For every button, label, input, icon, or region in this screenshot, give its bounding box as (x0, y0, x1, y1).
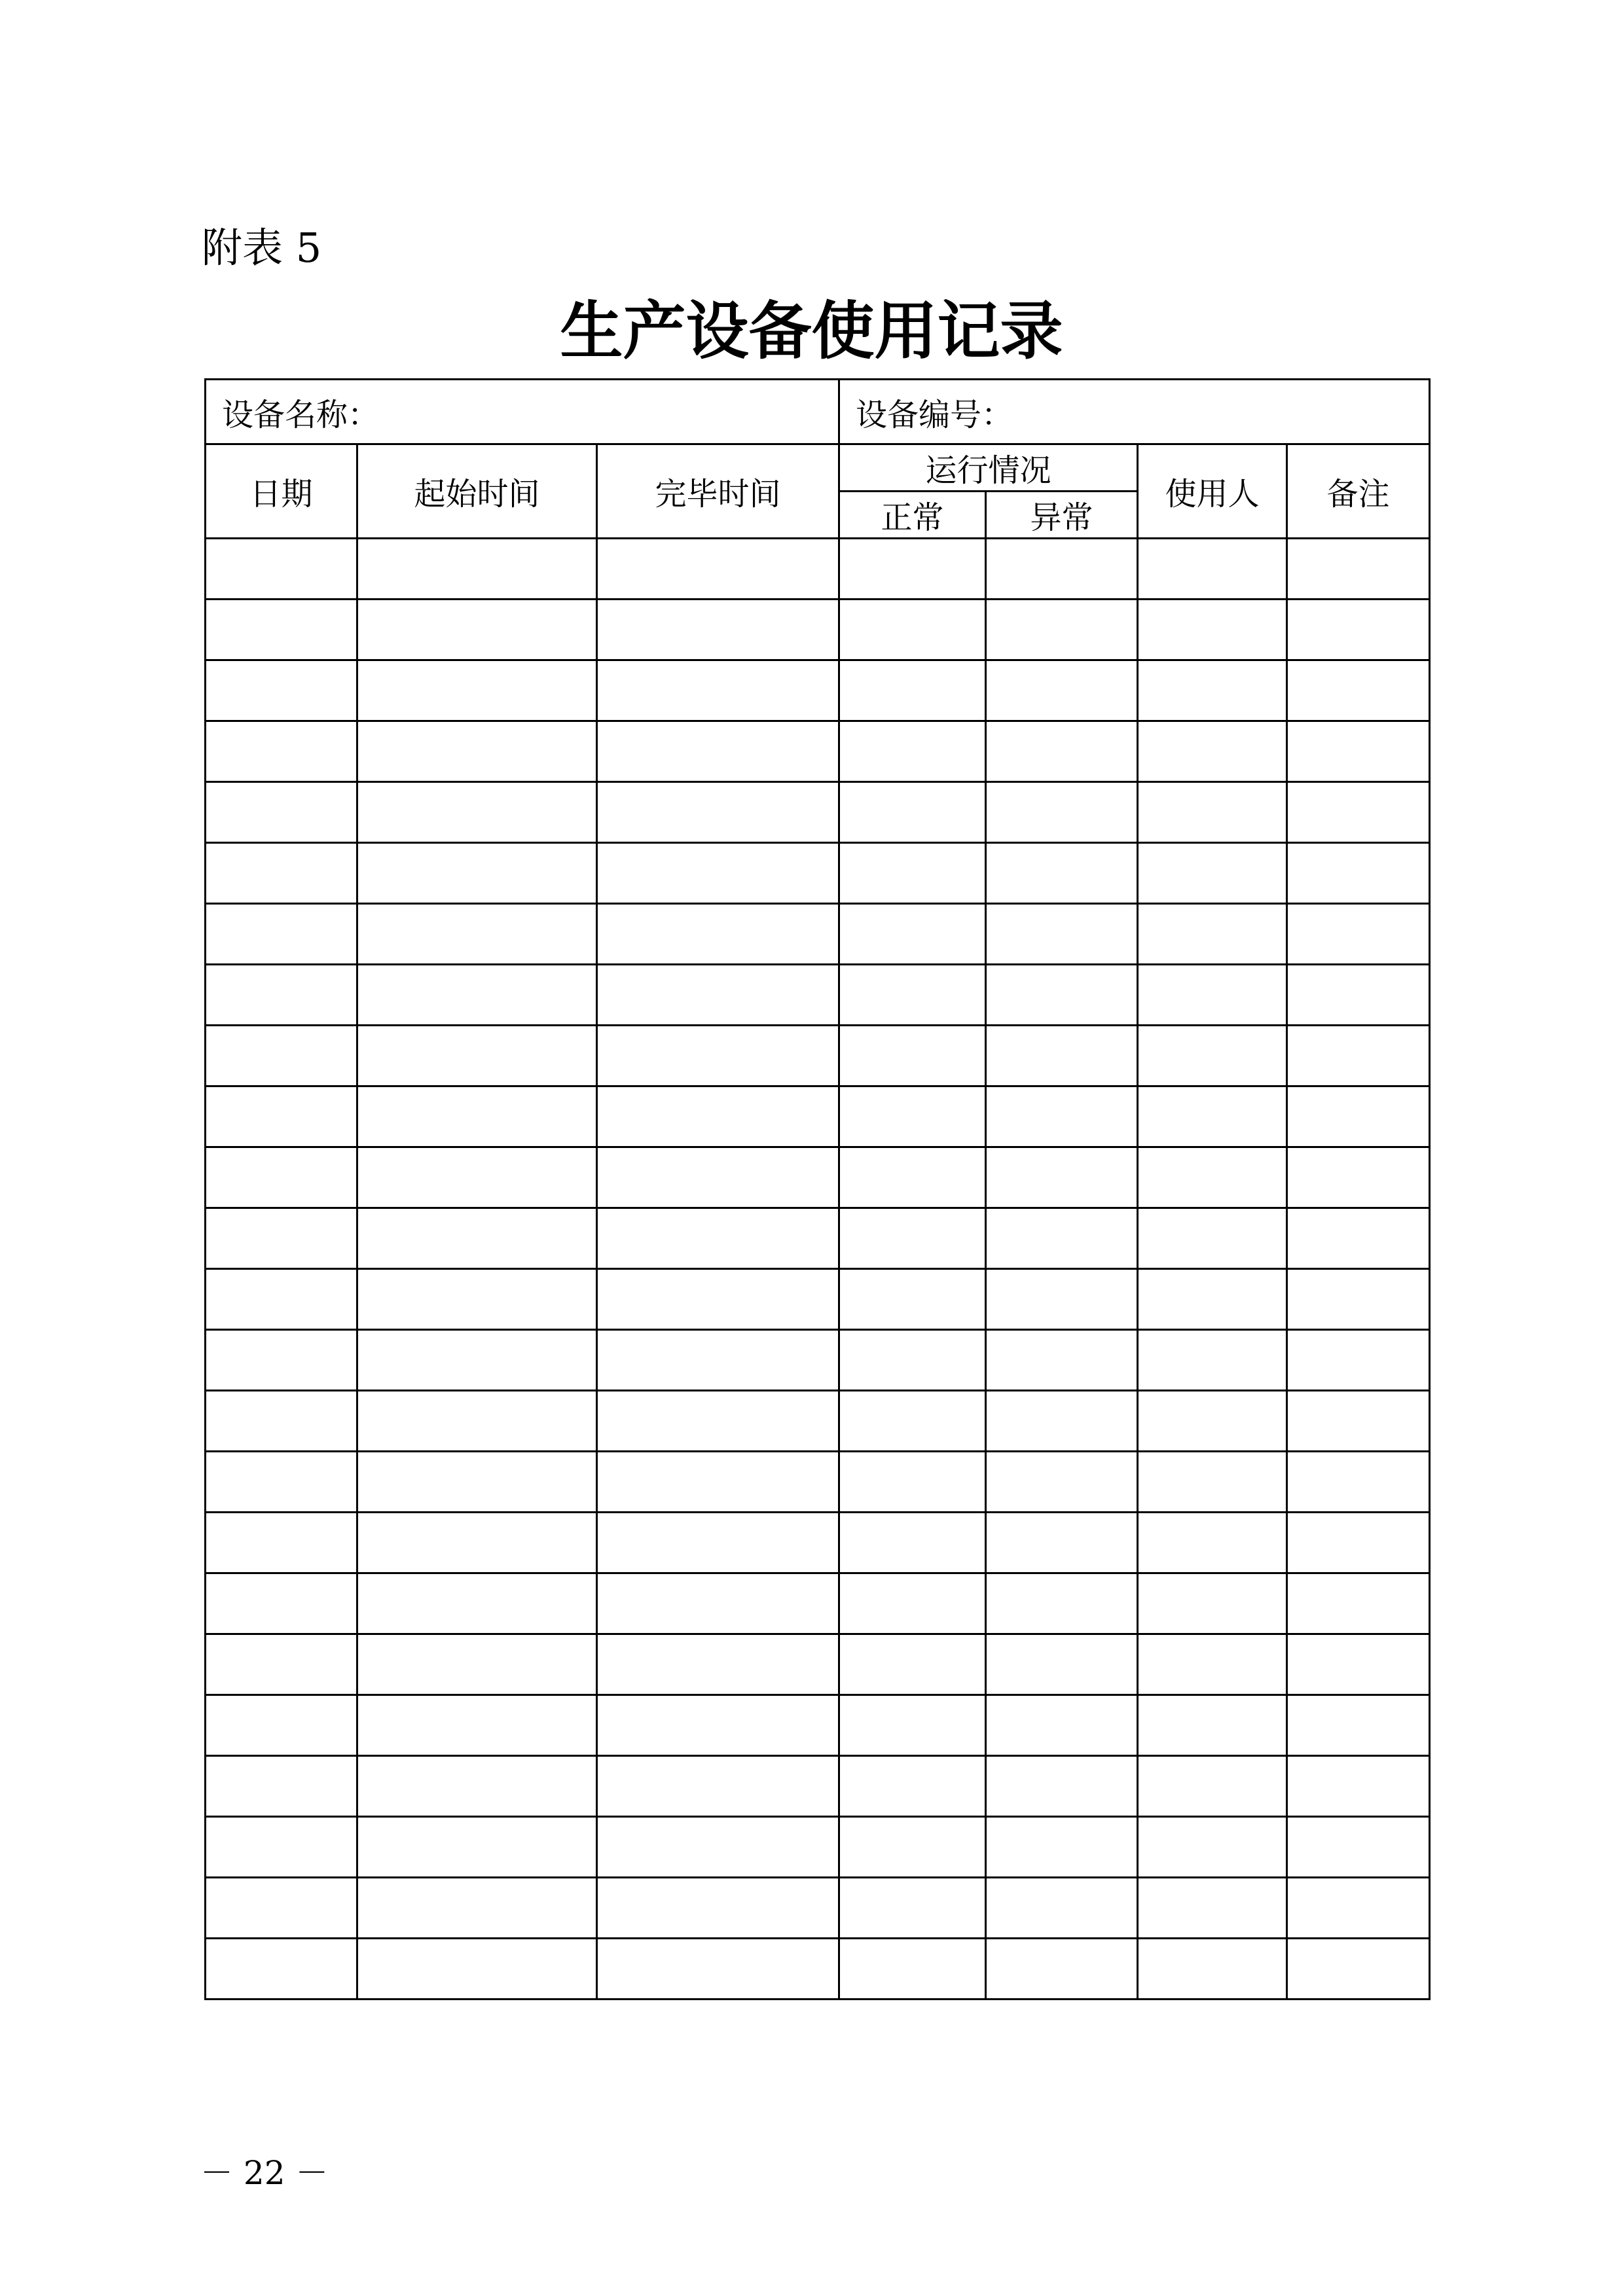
table-row (206, 1695, 1430, 1756)
table-row (206, 1939, 1430, 2000)
abnormal-cell[interactable] (986, 1026, 1138, 1086)
start-time-cell[interactable] (357, 1269, 597, 1330)
header-start-time: 起始时间 (357, 444, 597, 539)
normal-cell[interactable] (839, 1756, 986, 1817)
header-date: 日期 (206, 444, 357, 539)
page-number: － 22 － (200, 2154, 329, 2192)
remarks-cell[interactable] (1287, 1086, 1430, 1147)
abnormal-cell[interactable] (986, 1939, 1138, 2000)
table-row (206, 1269, 1430, 1330)
remarks-cell[interactable] (1287, 1147, 1430, 1208)
date-cell[interactable] (206, 1269, 357, 1330)
table-row (206, 1513, 1430, 1573)
equipment-info-row (206, 380, 1430, 444)
date-cell[interactable] (206, 1086, 357, 1147)
start-time-cell[interactable] (357, 1573, 597, 1634)
abnormal-cell[interactable] (986, 1208, 1138, 1269)
start-time-cell[interactable] (357, 1634, 597, 1695)
end-time-cell[interactable] (597, 600, 839, 660)
abnormal-cell[interactable] (986, 600, 1138, 660)
date-cell[interactable] (206, 965, 357, 1026)
user-cell[interactable] (1138, 965, 1287, 1026)
abnormal-cell[interactable] (986, 1695, 1138, 1756)
date-cell[interactable] (206, 539, 357, 600)
start-time-cell[interactable] (357, 539, 597, 600)
usage-record-table (204, 378, 1431, 2000)
normal-cell[interactable] (839, 843, 986, 904)
end-time-cell[interactable] (597, 1208, 839, 1269)
table-row (206, 1086, 1430, 1147)
normal-cell[interactable] (839, 1026, 986, 1086)
table-row (206, 1147, 1430, 1208)
abnormal-cell[interactable] (986, 1452, 1138, 1513)
remarks-cell[interactable] (1287, 539, 1430, 600)
remarks-cell[interactable] (1287, 1756, 1430, 1817)
normal-cell[interactable] (839, 1452, 986, 1513)
start-time-cell[interactable] (357, 1939, 597, 2000)
date-cell[interactable] (206, 843, 357, 904)
user-cell[interactable] (1138, 539, 1287, 600)
header-user: 使用人 (1138, 444, 1287, 539)
end-time-cell[interactable] (597, 1573, 839, 1634)
remarks-cell[interactable] (1287, 904, 1430, 965)
start-time-cell[interactable] (357, 1817, 597, 1878)
end-time-cell[interactable] (597, 1634, 839, 1695)
end-time-cell[interactable] (597, 1026, 839, 1086)
end-time-cell[interactable] (597, 1330, 839, 1391)
abnormal-cell[interactable] (986, 660, 1138, 721)
end-time-cell[interactable] (597, 660, 839, 721)
normal-cell[interactable] (839, 904, 986, 965)
start-time-cell[interactable] (357, 660, 597, 721)
remarks-cell[interactable] (1287, 660, 1430, 721)
appendix-label: 附表 5 (202, 224, 322, 272)
end-time-cell[interactable] (597, 1939, 839, 2000)
table-row (206, 1391, 1430, 1452)
user-cell[interactable] (1138, 904, 1287, 965)
normal-cell[interactable] (839, 1086, 986, 1147)
remarks-cell[interactable] (1287, 1939, 1430, 2000)
start-time-cell[interactable] (357, 965, 597, 1026)
user-cell[interactable] (1138, 1513, 1287, 1573)
header-end-time: 完毕时间 (597, 444, 839, 539)
start-time-cell[interactable] (357, 1513, 597, 1573)
date-cell[interactable] (206, 1817, 357, 1878)
abnormal-cell[interactable] (986, 1269, 1138, 1330)
remarks-cell[interactable] (1287, 1330, 1430, 1391)
user-cell[interactable] (1138, 660, 1287, 721)
user-cell[interactable] (1138, 1573, 1287, 1634)
remarks-cell[interactable] (1287, 1878, 1430, 1939)
table-row (206, 1452, 1430, 1513)
date-cell[interactable] (206, 1513, 357, 1573)
end-time-cell[interactable] (597, 904, 839, 965)
header-abnormal: 异常 (986, 492, 1138, 539)
remarks-cell[interactable] (1287, 1391, 1430, 1452)
date-cell[interactable] (206, 660, 357, 721)
abnormal-cell[interactable] (986, 1086, 1138, 1147)
user-cell[interactable] (1138, 843, 1287, 904)
end-time-cell[interactable] (597, 539, 839, 600)
remarks-cell[interactable] (1287, 1026, 1430, 1086)
normal-cell[interactable] (839, 1330, 986, 1391)
end-time-cell[interactable] (597, 721, 839, 782)
user-cell[interactable] (1138, 721, 1287, 782)
start-time-cell[interactable] (357, 600, 597, 660)
table-row (206, 1817, 1430, 1878)
table-row (206, 1878, 1430, 1939)
table-row (206, 843, 1430, 904)
equipment-number-cell[interactable]: 设备编号： (839, 380, 1430, 444)
user-cell[interactable] (1138, 1817, 1287, 1878)
normal-cell[interactable] (839, 660, 986, 721)
remarks-cell[interactable] (1287, 600, 1430, 660)
remarks-cell[interactable] (1287, 843, 1430, 904)
end-time-cell[interactable] (597, 1452, 839, 1513)
table-row (206, 965, 1430, 1026)
date-cell[interactable] (206, 1147, 357, 1208)
end-time-cell[interactable] (597, 1391, 839, 1452)
date-cell[interactable] (206, 721, 357, 782)
end-time-cell[interactable] (597, 1086, 839, 1147)
start-time-cell[interactable] (357, 1086, 597, 1147)
date-cell[interactable] (206, 1391, 357, 1452)
table-row (206, 1208, 1430, 1269)
remarks-cell[interactable] (1287, 965, 1430, 1026)
user-cell[interactable] (1138, 1878, 1287, 1939)
abnormal-cell[interactable] (986, 1573, 1138, 1634)
date-cell[interactable] (206, 1573, 357, 1634)
remarks-cell[interactable] (1287, 1695, 1430, 1756)
start-time-cell[interactable] (357, 904, 597, 965)
table-row (206, 600, 1430, 660)
date-cell[interactable] (206, 904, 357, 965)
table-row (206, 1573, 1430, 1634)
remarks-cell[interactable] (1287, 1634, 1430, 1695)
abnormal-cell[interactable] (986, 1513, 1138, 1573)
table-row (206, 904, 1430, 965)
abnormal-cell[interactable] (986, 904, 1138, 965)
abnormal-cell[interactable] (986, 1634, 1138, 1695)
user-cell[interactable] (1138, 1086, 1287, 1147)
abnormal-cell[interactable] (986, 1147, 1138, 1208)
table-row (206, 782, 1430, 843)
header-remarks: 备注 (1287, 444, 1430, 539)
abnormal-cell[interactable] (986, 1391, 1138, 1452)
abnormal-cell[interactable] (986, 1330, 1138, 1391)
remarks-cell[interactable] (1287, 721, 1430, 782)
start-time-cell[interactable] (357, 1391, 597, 1452)
table-row (206, 721, 1430, 782)
remarks-cell[interactable] (1287, 782, 1430, 843)
normal-cell[interactable] (839, 965, 986, 1026)
date-cell[interactable] (206, 1939, 357, 2000)
start-time-cell[interactable] (357, 1878, 597, 1939)
start-time-cell[interactable] (357, 1147, 597, 1208)
user-cell[interactable] (1138, 600, 1287, 660)
user-cell[interactable] (1138, 1939, 1287, 2000)
abnormal-cell[interactable] (986, 782, 1138, 843)
user-cell[interactable] (1138, 1695, 1287, 1756)
equipment-name-cell[interactable]: 设备名称： (206, 380, 839, 444)
start-time-cell[interactable] (357, 1452, 597, 1513)
end-time-cell[interactable] (597, 1269, 839, 1330)
remarks-cell[interactable] (1287, 1513, 1430, 1573)
user-cell[interactable] (1138, 1391, 1287, 1452)
end-time-cell[interactable] (597, 965, 839, 1026)
normal-cell[interactable] (839, 539, 986, 600)
normal-cell[interactable] (839, 1817, 986, 1878)
abnormal-cell[interactable] (986, 1878, 1138, 1939)
normal-cell[interactable] (839, 1391, 986, 1452)
remarks-cell[interactable] (1287, 1452, 1430, 1513)
user-cell[interactable] (1138, 1147, 1287, 1208)
date-cell[interactable] (206, 1026, 357, 1086)
user-cell[interactable] (1138, 1208, 1287, 1269)
end-time-cell[interactable] (597, 1756, 839, 1817)
normal-cell[interactable] (839, 600, 986, 660)
header-row (206, 444, 1430, 492)
header-normal: 正常 (839, 492, 986, 539)
abnormal-cell[interactable] (986, 843, 1138, 904)
abnormal-cell[interactable] (986, 1817, 1138, 1878)
start-time-cell[interactable] (357, 1026, 597, 1086)
normal-cell[interactable] (839, 721, 986, 782)
remarks-cell[interactable] (1287, 1573, 1430, 1634)
table-row (206, 1634, 1430, 1695)
date-cell[interactable] (206, 1695, 357, 1756)
end-time-cell[interactable] (597, 1878, 839, 1939)
date-cell[interactable] (206, 1330, 357, 1391)
normal-cell[interactable] (839, 1939, 986, 2000)
page-title: 生产设备使用记录 (560, 294, 1063, 368)
date-cell[interactable] (206, 782, 357, 843)
abnormal-cell[interactable] (986, 539, 1138, 600)
table-row (206, 1026, 1430, 1086)
normal-cell[interactable] (839, 1634, 986, 1695)
user-cell[interactable] (1138, 1269, 1287, 1330)
remarks-cell[interactable] (1287, 1269, 1430, 1330)
end-time-cell[interactable] (597, 1695, 839, 1756)
user-cell[interactable] (1138, 1634, 1287, 1695)
normal-cell[interactable] (839, 1147, 986, 1208)
start-time-cell[interactable] (357, 1208, 597, 1269)
table-row (206, 539, 1430, 600)
user-cell[interactable] (1138, 1330, 1287, 1391)
table-row (206, 1330, 1430, 1391)
abnormal-cell[interactable] (986, 965, 1138, 1026)
end-time-cell[interactable] (597, 1513, 839, 1573)
abnormal-cell[interactable] (986, 1756, 1138, 1817)
date-cell[interactable] (206, 1208, 357, 1269)
end-time-cell[interactable] (597, 782, 839, 843)
user-cell[interactable] (1138, 782, 1287, 843)
user-cell[interactable] (1138, 1756, 1287, 1817)
header-operating-status: 运行情况 (839, 444, 1138, 492)
normal-cell[interactable] (839, 1208, 986, 1269)
end-time-cell[interactable] (597, 1147, 839, 1208)
date-cell[interactable] (206, 1452, 357, 1513)
normal-cell[interactable] (839, 1695, 986, 1756)
normal-cell[interactable] (839, 1513, 986, 1573)
table-row (206, 1756, 1430, 1817)
date-cell[interactable] (206, 600, 357, 660)
date-cell[interactable] (206, 1634, 357, 1695)
remarks-cell[interactable] (1287, 1208, 1430, 1269)
user-cell[interactable] (1138, 1452, 1287, 1513)
normal-cell[interactable] (839, 1878, 986, 1939)
normal-cell[interactable] (839, 782, 986, 843)
abnormal-cell[interactable] (986, 721, 1138, 782)
end-time-cell[interactable] (597, 843, 839, 904)
user-cell[interactable] (1138, 1026, 1287, 1086)
end-time-cell[interactable] (597, 1817, 839, 1878)
normal-cell[interactable] (839, 1573, 986, 1634)
normal-cell[interactable] (839, 1269, 986, 1330)
date-cell[interactable] (206, 1756, 357, 1817)
start-time-cell[interactable] (357, 1695, 597, 1756)
table-row (206, 660, 1430, 721)
date-cell[interactable] (206, 1878, 357, 1939)
start-time-cell[interactable] (357, 721, 597, 782)
start-time-cell[interactable] (357, 843, 597, 904)
remarks-cell[interactable] (1287, 1817, 1430, 1878)
start-time-cell[interactable] (357, 1756, 597, 1817)
start-time-cell[interactable] (357, 1330, 597, 1391)
start-time-cell[interactable] (357, 782, 597, 843)
